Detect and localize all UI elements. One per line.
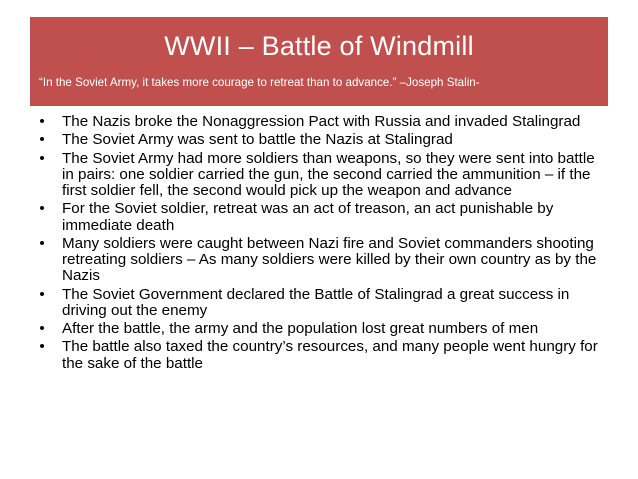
bullet-item bbox=[39, 149, 608, 200]
bullet-dot-icon: • bbox=[39, 338, 45, 356]
bullet-dot-icon: • bbox=[39, 234, 45, 252]
bullet-item bbox=[39, 131, 608, 149]
slide-title: WWII – Battle of Windmill bbox=[164, 31, 474, 61]
bullet-text: The Soviet Army was sent to battle the Nazis at Stalingrad bbox=[62, 131, 453, 149]
bullet-text: The Soviet Army had more soldiers than weapons, so they were sent into battle in pairs: one soldier carried the gun, the second carried the ammunition – if the first soldier fell, the second would pick up the weapon and advance bbox=[62, 149, 595, 199]
bullet-text: The Nazis broke the Nonaggression Pact with Russia and invaded Stalingrad bbox=[62, 113, 581, 130]
bullet-dot-icon: • bbox=[39, 320, 45, 337]
bullet-text: For the Soviet soldier, retreat was an act of treason, an act punishable by immediate death bbox=[62, 200, 554, 234]
bullet-item bbox=[39, 113, 608, 130]
bullet-list bbox=[39, 113, 608, 374]
title-banner bbox=[30, 17, 608, 106]
bullet-dot-icon: • bbox=[39, 200, 45, 218]
bullet-item bbox=[39, 285, 608, 319]
bullet-dot-icon: • bbox=[39, 113, 45, 130]
slide-subtitle-quote: “In the Soviet Army, it takes more courage to retreat than to advance.” –Joseph Stalin- bbox=[39, 76, 480, 89]
bullet-text: The Soviet Government declared the Battle of Stalingrad a great success in driving out the enemy bbox=[62, 285, 570, 319]
bullet-item bbox=[39, 320, 608, 337]
bullet-dot-icon: • bbox=[39, 285, 45, 303]
bullet-text: Many soldiers were caught between Nazi fire and Soviet commanders shooting retreating soldiers – As many soldiers were killed by their own country as by the Nazis bbox=[62, 234, 597, 285]
bullet-item bbox=[39, 200, 608, 234]
bullet-item bbox=[39, 338, 608, 372]
bullet-dot-icon: • bbox=[39, 149, 45, 167]
bullet-text: After the battle, the army and the population lost great numbers of men bbox=[62, 320, 539, 337]
bullet-text: The battle also taxed the country’s resources, and many people went hungry for the sake of the battle bbox=[62, 338, 598, 372]
bullet-dot-icon: • bbox=[39, 131, 45, 149]
bullet-item bbox=[39, 234, 608, 285]
